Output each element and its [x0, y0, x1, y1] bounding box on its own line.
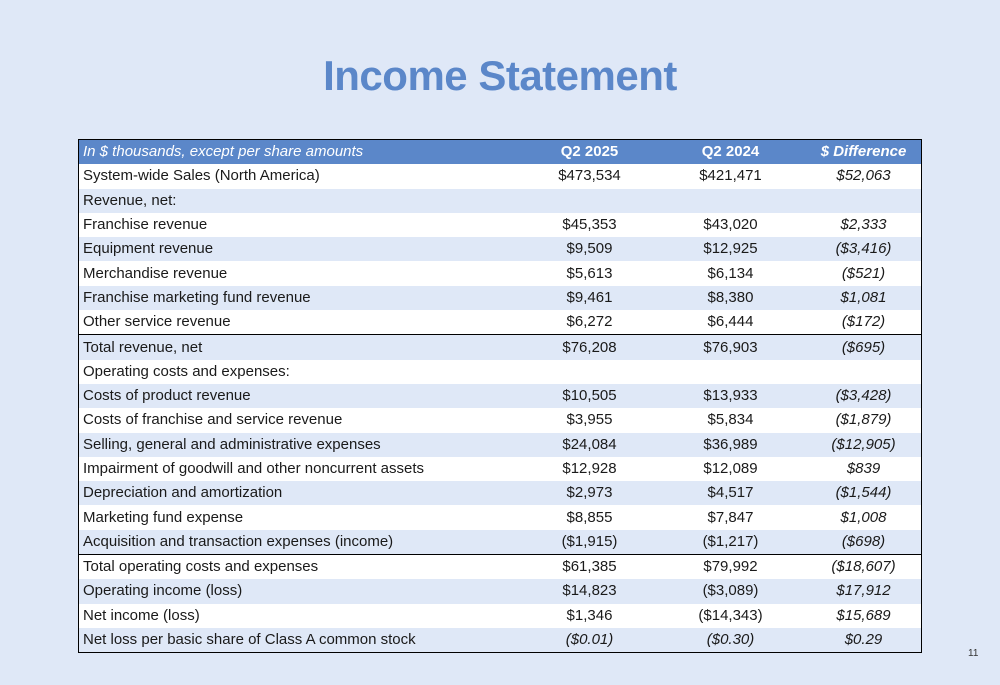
row-difference [806, 360, 921, 384]
row-q2-2024: $36,989 [655, 433, 806, 457]
row-label: Costs of product revenue [79, 384, 524, 408]
row-q2-2025: $1,346 [524, 604, 655, 628]
table-row [79, 433, 921, 457]
table-row-total-revenue [79, 335, 921, 360]
row-q2-2025: $473,534 [524, 164, 655, 188]
table-row [79, 457, 921, 481]
row-q2-2025 [524, 189, 655, 213]
table-row [79, 408, 921, 432]
row-label: Depreciation and amortization [79, 481, 524, 505]
row-q2-2025: $76,208 [524, 335, 655, 360]
row-label: Costs of franchise and service revenue [79, 408, 524, 432]
header-label: In $ thousands, except per share amounts [79, 140, 524, 164]
row-label: Merchandise revenue [79, 261, 524, 285]
table-row [79, 604, 921, 628]
row-q2-2025: $5,613 [524, 261, 655, 285]
row-label: Marketing fund expense [79, 505, 524, 529]
row-label: Impairment of goodwill and other noncurrent assets [79, 457, 524, 481]
row-difference: ($12,905) [806, 433, 921, 457]
row-q2-2025: $3,955 [524, 408, 655, 432]
row-difference: $17,912 [806, 579, 921, 603]
row-q2-2024: $6,444 [655, 310, 806, 335]
row-label: Equipment revenue [79, 237, 524, 261]
row-difference: $0.29 [806, 628, 921, 652]
row-difference: ($172) [806, 310, 921, 335]
row-q2-2024: $421,471 [655, 164, 806, 188]
row-q2-2025: $2,973 [524, 481, 655, 505]
row-q2-2025: $9,461 [524, 286, 655, 310]
page-title: Income Statement [323, 52, 677, 99]
row-q2-2025: $9,509 [524, 237, 655, 261]
row-label: Net income (loss) [79, 604, 524, 628]
header-q2-2024: Q2 2024 [655, 140, 806, 164]
page-number: 11 [968, 648, 979, 659]
table-row-total-costs [79, 555, 921, 580]
row-q2-2024: ($3,089) [655, 579, 806, 603]
row-q2-2024: ($0.30) [655, 628, 806, 652]
header-q2-2025: Q2 2025 [524, 140, 655, 164]
row-label: Acquisition and transaction expenses (income) [79, 530, 524, 555]
row-label: System-wide Sales (North America) [79, 164, 524, 188]
row-q2-2025: $61,385 [524, 555, 655, 580]
row-q2-2025: ($1,915) [524, 530, 655, 555]
table-row [79, 579, 921, 603]
row-label: Revenue, net: [79, 189, 524, 213]
row-difference: ($3,416) [806, 237, 921, 261]
row-q2-2024: $6,134 [655, 261, 806, 285]
row-q2-2024: $7,847 [655, 505, 806, 529]
row-label: Total operating costs and expenses [79, 555, 524, 580]
table-header-row [79, 140, 921, 164]
row-q2-2025: $10,505 [524, 384, 655, 408]
row-q2-2024: $79,992 [655, 555, 806, 580]
row-q2-2024: $4,517 [655, 481, 806, 505]
table-row [79, 360, 921, 384]
row-label: Operating income (loss) [79, 579, 524, 603]
row-difference: ($521) [806, 261, 921, 285]
row-label: Franchise revenue [79, 213, 524, 237]
row-q2-2025 [524, 360, 655, 384]
row-label: Net loss per basic share of Class A common stock [79, 628, 524, 652]
row-q2-2024: $12,089 [655, 457, 806, 481]
row-q2-2024: $5,834 [655, 408, 806, 432]
table-row [79, 481, 921, 505]
row-q2-2025: $24,084 [524, 433, 655, 457]
row-difference: $1,081 [806, 286, 921, 310]
row-q2-2024 [655, 189, 806, 213]
row-q2-2024 [655, 360, 806, 384]
row-difference [806, 189, 921, 213]
row-label: Total revenue, net [79, 335, 524, 360]
row-difference: ($695) [806, 335, 921, 360]
table-row [79, 505, 921, 529]
income-statement-table [78, 139, 922, 653]
table-row [79, 164, 921, 188]
table-row [79, 237, 921, 261]
row-q2-2024: $43,020 [655, 213, 806, 237]
table-row [79, 261, 921, 285]
row-label: Operating costs and expenses: [79, 360, 524, 384]
row-difference: $52,063 [806, 164, 921, 188]
row-difference: ($1,879) [806, 408, 921, 432]
table-row [79, 628, 921, 652]
row-q2-2025: $6,272 [524, 310, 655, 335]
row-q2-2024: $76,903 [655, 335, 806, 360]
row-difference: $15,689 [806, 604, 921, 628]
row-q2-2024: ($14,343) [655, 604, 806, 628]
row-difference: $839 [806, 457, 921, 481]
row-q2-2024: ($1,217) [655, 530, 806, 555]
table-row [79, 530, 921, 555]
table-row [79, 310, 921, 335]
row-q2-2025: $8,855 [524, 505, 655, 529]
row-difference: $1,008 [806, 505, 921, 529]
row-difference: $2,333 [806, 213, 921, 237]
row-q2-2024: $13,933 [655, 384, 806, 408]
table-row [79, 384, 921, 408]
row-label: Selling, general and administrative expenses [79, 433, 524, 457]
row-label: Other service revenue [79, 310, 524, 335]
row-q2-2025: ($0.01) [524, 628, 655, 652]
row-q2-2024: $8,380 [655, 286, 806, 310]
row-q2-2025: $45,353 [524, 213, 655, 237]
row-difference: ($1,544) [806, 481, 921, 505]
table-row [79, 213, 921, 237]
row-q2-2025: $12,928 [524, 457, 655, 481]
row-difference: ($698) [806, 530, 921, 555]
row-q2-2025: $14,823 [524, 579, 655, 603]
row-q2-2024: $12,925 [655, 237, 806, 261]
row-difference: ($3,428) [806, 384, 921, 408]
table-row [79, 189, 921, 213]
row-label: Franchise marketing fund revenue [79, 286, 524, 310]
table-row [79, 286, 921, 310]
header-difference: $ Difference [806, 140, 921, 164]
row-difference: ($18,607) [806, 555, 921, 580]
